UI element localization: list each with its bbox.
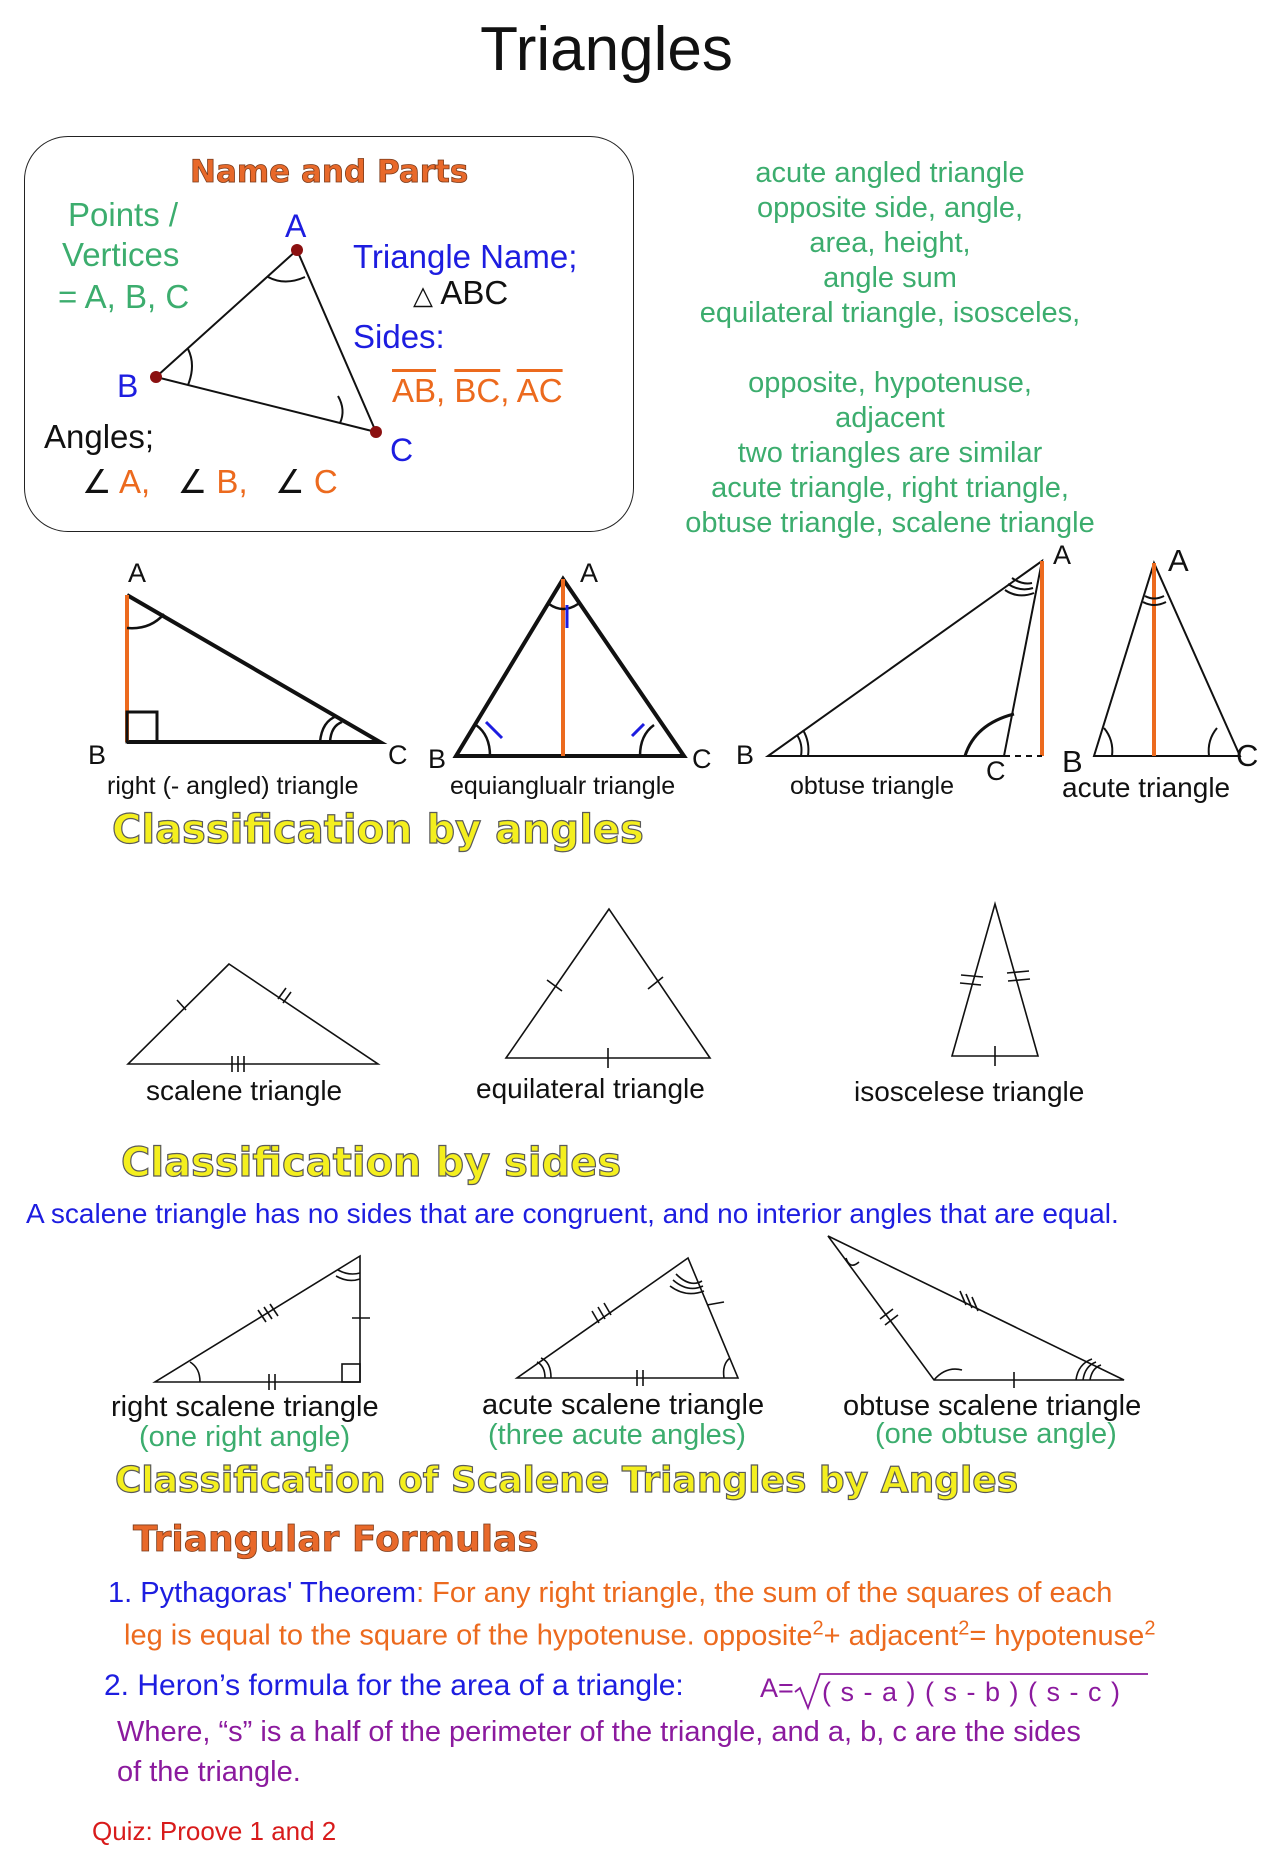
angles-list: ∠ A, ∠ B, ∠ C	[82, 463, 338, 500]
triangle-name-abc: ABC	[440, 274, 509, 311]
equilateral-triangle-shape	[506, 909, 710, 1068]
keyword-item: obtuse triangle, scalene triangle	[685, 507, 1095, 539]
heron-eq-lhs: A=	[760, 1673, 794, 1703]
equi-tri-vertex-c: C	[692, 744, 712, 774]
angle-a: A	[118, 463, 141, 500]
acute-scalene-caption: acute scalene triangle	[482, 1389, 765, 1421]
name-and-parts-heading: Name and Parts	[190, 154, 469, 190]
obtuse-scalene-triangle-shape	[828, 1236, 1124, 1388]
keyword-item: adjacent	[835, 402, 945, 434]
obtuse-scalene-subcaption: (one obtuse angle)	[875, 1418, 1117, 1450]
angle-c: C	[313, 463, 338, 500]
quiz-text: Quiz: Proove 1 and 2	[92, 1816, 337, 1846]
vertex-b-label: B	[117, 368, 139, 404]
triangle-symbol: △	[413, 280, 433, 310]
parts-triangle	[156, 250, 376, 432]
scalene-definition: A scalene triangle has no sides that are congruent, and no interior angles that are equal.	[26, 1198, 1119, 1229]
formula-1-line1	[108, 1577, 1112, 1610]
angle-b: B	[216, 463, 239, 500]
keyword-item: opposite, hypotenuse,	[748, 367, 1032, 399]
sides-list: $\overline{AB}$, $\overline{BC}$, $\overline{AC}$	[392, 372, 563, 409]
classification-by-angles-heading: Classification by angles	[112, 807, 644, 853]
scalene-by-angles-heading: Classification of Scalene Triangles by Angles	[115, 1460, 1019, 1501]
keyword-item: opposite side, angle,	[756, 192, 1024, 224]
right-tri-vertex-b: B	[88, 740, 107, 770]
side-ab: $\overline{AB}$	[392, 372, 437, 409]
points-label-line1: Points /	[68, 196, 179, 233]
obtuse-tri-vertex-a: A	[1053, 540, 1072, 570]
formula-1-line2	[124, 1617, 1155, 1653]
formulas-heading: Triangular Formulas	[133, 1519, 539, 1560]
equiangular-triangle-shape	[456, 579, 684, 756]
acute-triangle-shape	[1094, 563, 1240, 756]
scalene-triangle-shape	[128, 964, 378, 1072]
equi-tri-vertex-a: A	[580, 558, 599, 588]
equiangular-triangle-caption: equianglualr triangle	[450, 772, 676, 800]
acute-tri-vertex-b: B	[1062, 744, 1083, 779]
acute-triangle-caption: acute triangle	[1062, 772, 1231, 803]
right-scalene-subcaption: (one right angle)	[139, 1421, 351, 1453]
heron-eq-radicand: ( s - a ) ( s - b ) ( s - c )	[822, 1677, 1121, 1707]
obtuse-triangle-shape	[768, 561, 1042, 756]
triangle-name-label: Triangle Name;	[353, 238, 578, 275]
pythagoras-title: 1. Pythagoras' Theorem	[108, 1577, 417, 1609]
right-triangle-caption: right (- angled) triangle	[107, 772, 359, 800]
isosceles-triangle-shape	[952, 904, 1038, 1066]
isosceles-triangle-caption: isoscelese triangle	[854, 1076, 1085, 1107]
right-tri-vertex-c: C	[388, 740, 408, 770]
pythagoras-text-b: leg is equal to the square of the hypotenuse.	[124, 1619, 695, 1652]
vertex-c-dot	[370, 426, 382, 438]
vertex-a-dot	[291, 244, 303, 256]
obtuse-triangle-caption: obtuse triangle	[790, 772, 955, 800]
obtuse-scalene-caption: obtuse scalene triangle	[843, 1390, 1142, 1422]
acute-scalene-subcaption: (three acute angles)	[488, 1419, 746, 1451]
keyword-item: acute triangle, right triangle,	[711, 472, 1069, 504]
right-scalene-caption: right scalene triangle	[111, 1391, 379, 1423]
obtuse-tri-vertex-c: C	[986, 756, 1006, 786]
acute-scalene-triangle-shape	[517, 1258, 738, 1386]
vertex-a-label: A	[285, 208, 307, 244]
side-ac: $\overline{AC}$	[516, 372, 563, 409]
scalene-triangle-caption: scalene triangle	[146, 1075, 343, 1106]
heron-title: 2. Heron’s formula for the area of a triangle:	[104, 1669, 684, 1702]
obtuse-tri-vertex-b: B	[736, 740, 755, 770]
keyword-item: angle sum	[823, 262, 957, 294]
sides-label: Sides:	[353, 318, 445, 355]
heron-where-line1: Where, “s” is a half of the perimeter of the triangle, and a, b, c are the sides	[117, 1716, 1081, 1748]
side-bc: $\overline{BC}$	[454, 372, 501, 409]
acute-tri-vertex-c: C	[1236, 738, 1259, 773]
pythagoras-equation: opposite$^2$+ adjacent$^2$= hypotenuse$^2$	[702, 1617, 1156, 1652]
keyword-item: equilateral triangle, isosceles,	[699, 297, 1081, 329]
right-triangle-shape	[127, 595, 380, 742]
right-tri-vertex-a: A	[128, 558, 147, 588]
keyword-item: area, height,	[809, 227, 971, 259]
page-title: Triangles	[480, 15, 733, 84]
points-label-line2: Vertices	[62, 236, 180, 273]
angles-label: Angles;	[44, 418, 155, 455]
pythagoras-text-a: : For any right triangle, the sum of the squares of each	[416, 1577, 1113, 1609]
acute-tri-vertex-a: A	[1168, 543, 1189, 578]
vertex-c-label: C	[390, 432, 414, 468]
keyword-item: acute angled triangle	[755, 157, 1025, 189]
heron-where-line2: of the triangle.	[117, 1756, 301, 1788]
vertex-b-dot	[150, 371, 162, 383]
points-label-line3: = A, B, C	[58, 278, 190, 315]
classification-by-sides-heading: Classification by sides	[121, 1140, 622, 1186]
keyword-item: two triangles are similar	[737, 437, 1043, 469]
right-scalene-triangle-shape	[155, 1256, 370, 1390]
equi-tri-vertex-b: B	[428, 744, 447, 774]
equilateral-triangle-caption: equilateral triangle	[476, 1073, 705, 1104]
